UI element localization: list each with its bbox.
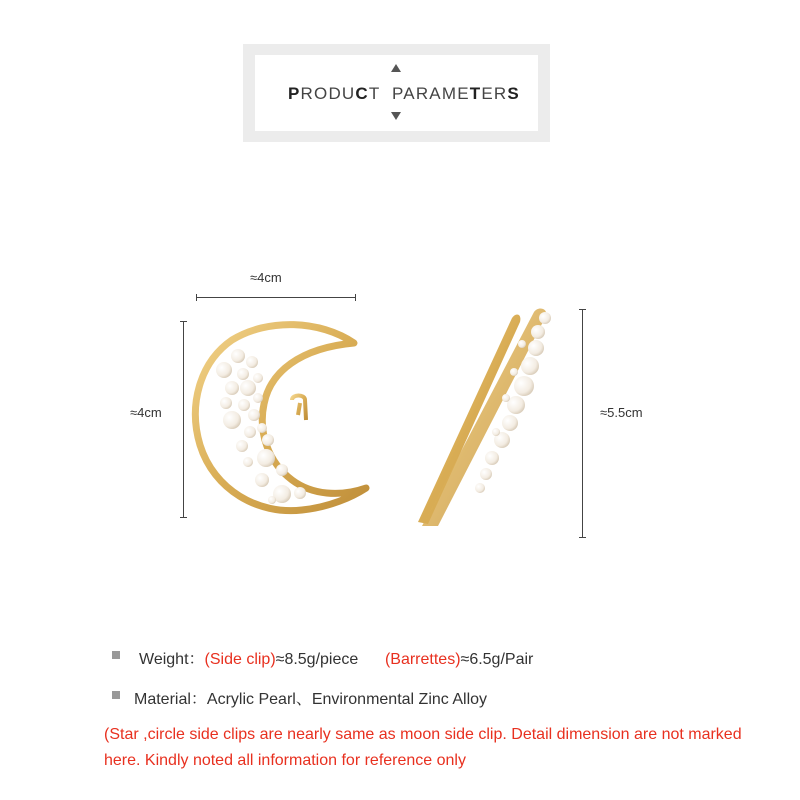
title-part: S (507, 84, 520, 103)
title-part: ER (481, 84, 508, 103)
title-part: C (355, 84, 369, 103)
disclaimer-note: (Star ,circle side clips are nearly same as moon side clip. Detail dimension are not marked here. Kindly noted all information for reference only (104, 726, 742, 769)
moon-width-label: ≈4cm (250, 270, 282, 285)
bullet-weight (112, 651, 120, 659)
clip-length-label: ≈5.5cm (600, 405, 643, 420)
side-clip-pearls (475, 312, 551, 493)
title-part: T (469, 84, 482, 103)
moon-height-label: ≈4cm (130, 405, 162, 420)
weight-label: Weight： (139, 651, 205, 668)
weight-side-value: ≈8.5g/piece (275, 651, 359, 668)
material-value: Acrylic Pearl、Environmental Zinc Alloy (206, 691, 488, 708)
title-part: T PARAME (368, 84, 470, 103)
weight-barrette-label: (Barrettes) (384, 651, 461, 668)
title-part: RODU (300, 84, 356, 103)
bullet-material (112, 691, 120, 699)
title-part: P (288, 84, 301, 103)
weight-barrette-value: ≈6.5g/Pair (460, 651, 534, 668)
material-label: Material： (134, 691, 207, 708)
weight-side-label: (Side clip) (204, 651, 276, 668)
material-row (134, 686, 487, 709)
weight-row (139, 646, 533, 669)
